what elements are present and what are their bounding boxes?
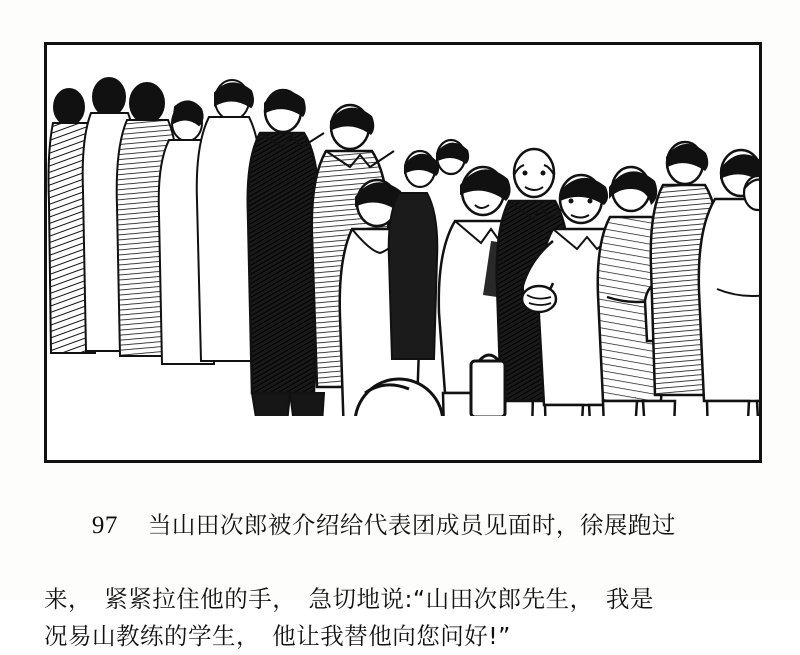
caption-line-2: 来， 紧紧拉住他的手， 急切地说:“山田次郎先生， 我是 xyxy=(44,585,654,613)
illustration-panel xyxy=(44,42,762,463)
caption-block xyxy=(44,470,760,655)
caption-line-1 xyxy=(44,470,760,581)
illustration-artwork xyxy=(47,45,759,460)
panel-number: 97 xyxy=(91,512,118,539)
caption-text-1: 当山田次郎被介绍给代表团成员见面时，徐展跑过 xyxy=(147,511,676,539)
crowd-scene-drawing xyxy=(47,45,759,460)
caption-line-3: 况易山教练的学生， 他让我替他向您问好!” xyxy=(44,622,511,650)
floor-area xyxy=(47,416,759,460)
